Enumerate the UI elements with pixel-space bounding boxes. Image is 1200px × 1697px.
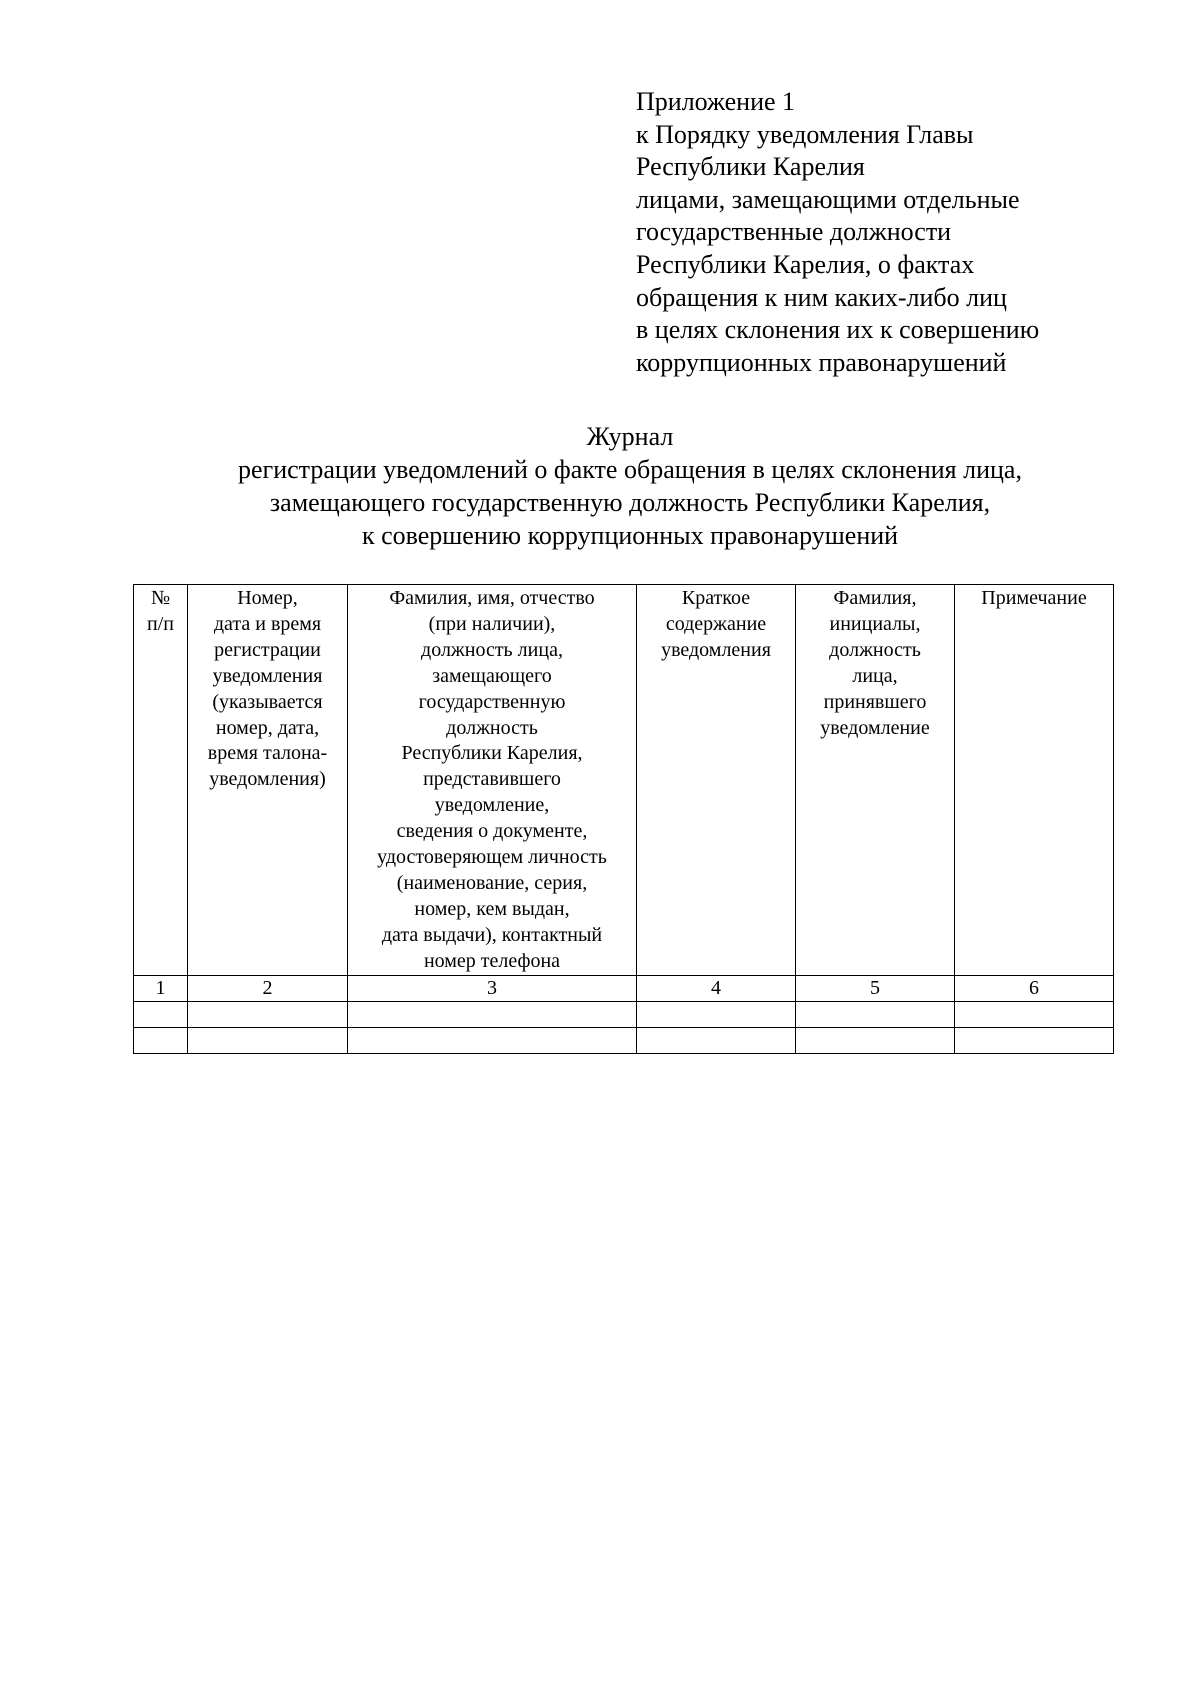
- header-cell-note: Примечание: [955, 585, 1114, 976]
- table-cell: [637, 1001, 796, 1027]
- appendix-line: к Порядку уведомления Главы: [636, 119, 974, 149]
- table-cell: [348, 1027, 637, 1053]
- column-number-cell: 4: [637, 975, 796, 1001]
- header-cell-receiver: Фамилия, инициалы, должность лица, принявшего уведомление: [796, 585, 955, 976]
- header-cell-number: № п/п: [134, 585, 188, 976]
- appendix-block: [636, 86, 1156, 379]
- appendix-line: лицами, замещающими отдельные: [636, 184, 1020, 214]
- appendix-line: Приложение 1: [636, 87, 796, 116]
- header-cell-person: Фамилия, имя, отчество (при наличии), должность лица, замещающего государственную должность Республики Карелия, представившего уведомление, сведения о документе, удостоверяющем личность (наименование, серия, номер, кем выдан, дата выдачи), контактный номер телефона: [348, 585, 637, 976]
- appendix-line: коррупционных правонарушений: [636, 347, 1007, 377]
- journal-heading: [130, 420, 1130, 552]
- table-cell: [134, 1027, 188, 1053]
- appendix-line: в целях склонения их к совершению: [636, 315, 1040, 345]
- journal-subtitle-line: замещающего государственную должность Республики Карелия,: [269, 488, 991, 517]
- column-number-cell: 1: [134, 975, 188, 1001]
- appendix-line: государственные должности: [636, 217, 952, 247]
- table-cell: [134, 1001, 188, 1027]
- header-cell-summary: Краткое содержание уведомления: [637, 585, 796, 976]
- column-number-row: [134, 975, 1114, 1001]
- appendix-line: Республики Карелия, о фактах: [636, 249, 975, 279]
- table-header-row: [134, 585, 1114, 976]
- table-cell: [955, 1027, 1114, 1053]
- table-row: [134, 1001, 1114, 1027]
- table-cell: [955, 1001, 1114, 1027]
- table-cell: [637, 1027, 796, 1053]
- table-cell: [188, 1027, 348, 1053]
- journal-title: Журнал: [586, 422, 674, 451]
- table-cell: [796, 1027, 955, 1053]
- column-number-cell: 6: [955, 975, 1114, 1001]
- table-cell: [188, 1001, 348, 1027]
- journal-subtitle-line: регистрации уведомлений о факте обращения в целях склонения лица,: [238, 455, 1022, 484]
- appendix-line: Республики Карелия: [636, 152, 865, 182]
- table-row: [134, 1027, 1114, 1053]
- header-cell-registration: Номер, дата и время регистрации уведомления (указывается номер, дата, время талона- уведомления): [188, 585, 348, 976]
- appendix-line: обращения к ним каких-либо лиц: [636, 282, 1007, 312]
- column-number-cell: 2: [188, 975, 348, 1001]
- journal-subtitle-line: к совершению коррупционных правонарушений: [361, 521, 899, 550]
- column-number-cell: 5: [796, 975, 955, 1001]
- registration-table: [133, 584, 1114, 1054]
- column-number-cell: 3: [348, 975, 637, 1001]
- table-cell: [348, 1001, 637, 1027]
- table-cell: [796, 1001, 955, 1027]
